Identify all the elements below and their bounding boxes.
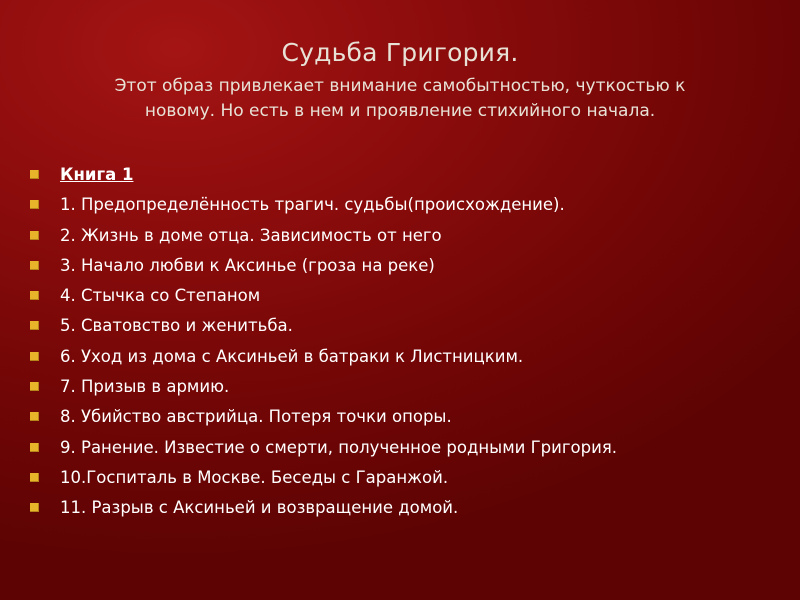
square-bullet-icon: [30, 503, 39, 512]
square-bullet-icon: [30, 261, 39, 270]
list-item-text: 6. Уход из дома с Аксиньей в батраки к Листницким.: [60, 346, 524, 366]
list-item: [30, 403, 780, 433]
square-bullet-icon: [30, 291, 39, 300]
square-bullet-icon: [30, 352, 39, 361]
list-item: [30, 282, 780, 312]
list-item-text: 9. Ранение. Известие о смерти, полученное родными Григория.: [60, 437, 618, 457]
list-item-text: 11. Разрыв с Аксиньей и возвращение домой.: [60, 498, 459, 518]
list-item-text: 3. Начало любви к Аксинье (гроза на реке): [60, 255, 435, 275]
square-bullet-icon: [30, 200, 39, 209]
subtitle-line-2: новому. Но есть в нем и проявление стихийного начала.: [144, 101, 656, 121]
list-item-text: 10.Госпиталь в Москве. Беседы с Гаранжой.: [60, 467, 449, 487]
list-item-text: 2. Жизнь в доме отца. Зависимость от него: [60, 225, 442, 245]
title-block: [40, 36, 760, 124]
list-item: [30, 191, 780, 221]
slide-title: Судьба Григория.: [281, 38, 519, 67]
square-bullet-icon: [30, 170, 39, 179]
list-item-text: 4. Стычка со Степаном: [60, 286, 261, 306]
subtitle-line-1: Этот образ привлекает внимание самобытностью, чуткостью к: [114, 76, 686, 96]
list-item: [30, 494, 780, 524]
list-item: [30, 312, 780, 342]
bullet-list: [30, 161, 780, 525]
square-bullet-icon: [30, 473, 39, 482]
list-item: [30, 222, 780, 252]
list-item-text: 1. Предопределённость трагич. судьбы(происхождение).: [60, 195, 565, 215]
square-bullet-icon: [30, 231, 39, 240]
list-item: [30, 373, 780, 403]
list-heading: [30, 161, 780, 191]
list-item: [30, 252, 780, 282]
square-bullet-icon: [30, 382, 39, 391]
book-heading: Книга 1: [60, 165, 134, 184]
square-bullet-icon: [30, 412, 39, 421]
list-item-text: 5. Сватовство и женитьба.: [60, 316, 293, 336]
list-item-text: 7. Призыв в армию.: [60, 377, 230, 397]
slide-subtitle: [40, 74, 760, 124]
square-bullet-icon: [30, 443, 39, 452]
list-item: [30, 464, 780, 494]
list-item-text: 8. Убийство австрийца. Потеря точки опоры.: [60, 407, 452, 427]
list-item: [30, 343, 780, 373]
square-bullet-icon: [30, 321, 39, 330]
list-item: [30, 434, 780, 464]
